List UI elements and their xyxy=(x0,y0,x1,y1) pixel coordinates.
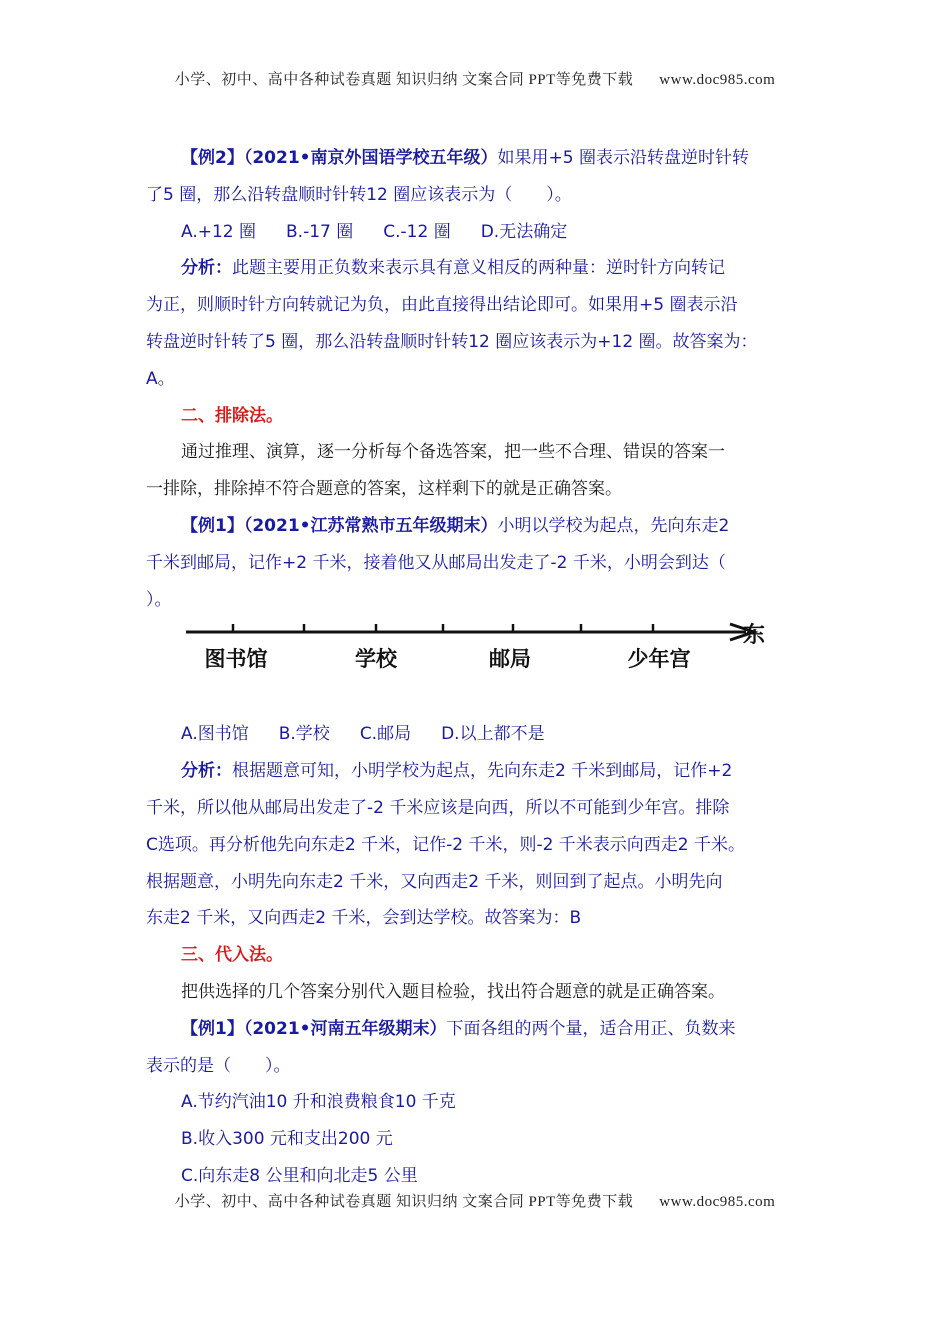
ex1a-a1: 根据题意可知，小明学校为起点，先向东走2 千米到邮局，记作+2 xyxy=(232,761,733,782)
ex2-options xyxy=(146,214,810,251)
ex1a-question-line1 xyxy=(146,508,810,545)
section2-desc-line1: 通过推理、演算，逐一分析每个备选答案，把一些不合理、错误的答案一 xyxy=(181,442,725,463)
ex2-analysis-line2: 为正，则顺时针方向转就记为负，由此直接得出结论即可。如果用+5 圈表示沿 xyxy=(146,295,738,316)
header-site[interactable]: www.doc985.com xyxy=(659,72,776,88)
ex1a-analysis-label: 分析： xyxy=(181,761,232,782)
ex2-question-line1 xyxy=(146,140,810,177)
label-youth-palace: 少年宫 xyxy=(627,647,691,672)
ex1b-option-c: C.向东走8 公里和向北走5 公里 xyxy=(181,1165,418,1186)
ex1b-option-a: A.节约汽油10 升和浪费粮食10 千克 xyxy=(181,1092,456,1113)
ex2-question-line2: 了5 圈，那么沿转盘顺时针转12 圈应该表示为（ ）。 xyxy=(146,184,572,205)
ex2-analysis-label: 分析： xyxy=(181,258,232,279)
label-post-office: 邮局 xyxy=(489,647,531,672)
ex2-analysis-line3: 转盘逆时针转了5 圈，那么沿转盘顺时针转12 圈应该表示为+12 圈。故答案为： xyxy=(146,331,758,352)
ex2-option-a: A.+12 圈 xyxy=(181,221,257,242)
ex1b-question-line1 xyxy=(146,1011,810,1048)
ex1b-source: （2021•河南五年级期末） xyxy=(243,1018,447,1039)
ex2-analysis-line4: A。 xyxy=(146,368,175,389)
ex1a-analysis-line2: 千米，所以他从邮局出发走了-2 千米应该是向西，所以不可能到少年宫。排除 xyxy=(146,797,730,818)
ex1b-option-b: B.收入300 元和支出200 元 xyxy=(181,1129,393,1150)
ex2-q1: 如果用+5 圈表示沿转盘逆时针转 xyxy=(497,148,749,168)
header-text: 小学、初中、高中各种试卷真题 知识归纳 文案合同 PPT等免费下载 xyxy=(174,72,634,88)
label-library: 图书馆 xyxy=(204,647,268,672)
label-school: 学校 xyxy=(355,647,397,672)
page-footer xyxy=(0,1190,950,1211)
direction-label-east: 东 xyxy=(742,623,765,649)
ex2-a1: 此题主要用正负数来表示具有意义相反的两种量：逆时针方向转记 xyxy=(232,258,725,279)
section3-heading: 三、代入法。 xyxy=(181,945,283,966)
page-header xyxy=(0,68,950,89)
ex2-option-d: D.无法确定 xyxy=(480,221,568,242)
ex1a-question-line2: 千米到邮局，记作+2 千米，接着他又从邮局出发走了-2 千米，小明会到达（ xyxy=(146,552,726,573)
section3-desc-line1: 把供选择的几个答案分别代入题目检验，找出符合题意的就是正确答案。 xyxy=(181,981,725,1002)
ex1a-analysis-line4: 根据题意，小明先向东走2 千米，又向西走2 千米，则回到了起点。小明先向 xyxy=(146,871,723,892)
footer-text: 小学、初中、高中各种试卷真题 知识归纳 文案合同 PPT等免费下载 xyxy=(174,1194,634,1210)
ex1a-option-d: D.以上都不是 xyxy=(441,724,545,745)
ex1a-q1: 小明以学校为起点，先向东走2 xyxy=(497,515,730,536)
ex1a-analysis-line1 xyxy=(146,753,810,790)
ex1a-option-b: B.学校 xyxy=(278,724,330,745)
ex2-source: （2021•南京外国语学校五年级） xyxy=(243,148,498,168)
document-body xyxy=(146,140,810,1195)
ex1a-analysis-line3: C选项。再分析他先向东走2 千米，记作-2 千米，则-2 千米表示向西走2 千米。 xyxy=(146,834,746,855)
ex1a-option-c: C.邮局 xyxy=(359,724,412,745)
footer-site[interactable]: www.doc985.com xyxy=(659,1194,776,1210)
ex1a-option-a: A.图书馆 xyxy=(181,724,249,745)
ex1a-source: （2021•江苏常熟市五年级期末） xyxy=(243,515,498,536)
ex2-option-b: B.-17 圈 xyxy=(286,221,354,242)
section2-heading: 二、排除法。 xyxy=(181,405,283,426)
ex1a-analysis-line5: 东走2 千米，又向西走2 千米，会到达学校。故答案为：B xyxy=(146,908,582,929)
number-line-svg xyxy=(186,622,766,706)
ex1b-tag: 【例1】 xyxy=(181,1018,244,1039)
ex1a-question-line3: ）。 xyxy=(146,589,172,610)
ex1b-q1: 下面各组的两个量，适合用正、负数来 xyxy=(446,1018,736,1039)
number-line-figure xyxy=(146,622,810,710)
ex1b-question-line2: 表示的是（ ）。 xyxy=(146,1055,291,1076)
ex2-analysis-line1 xyxy=(146,250,810,287)
ex2-tag: 【例2】 xyxy=(181,148,244,168)
section2-desc-line2: 一排除，排除掉不符合题意的答案，这样剩下的就是正确答案。 xyxy=(146,479,622,500)
ex1a-options xyxy=(146,716,810,753)
ex2-option-c: C.-12 圈 xyxy=(383,221,451,242)
ex1a-tag: 【例1】 xyxy=(181,515,244,536)
